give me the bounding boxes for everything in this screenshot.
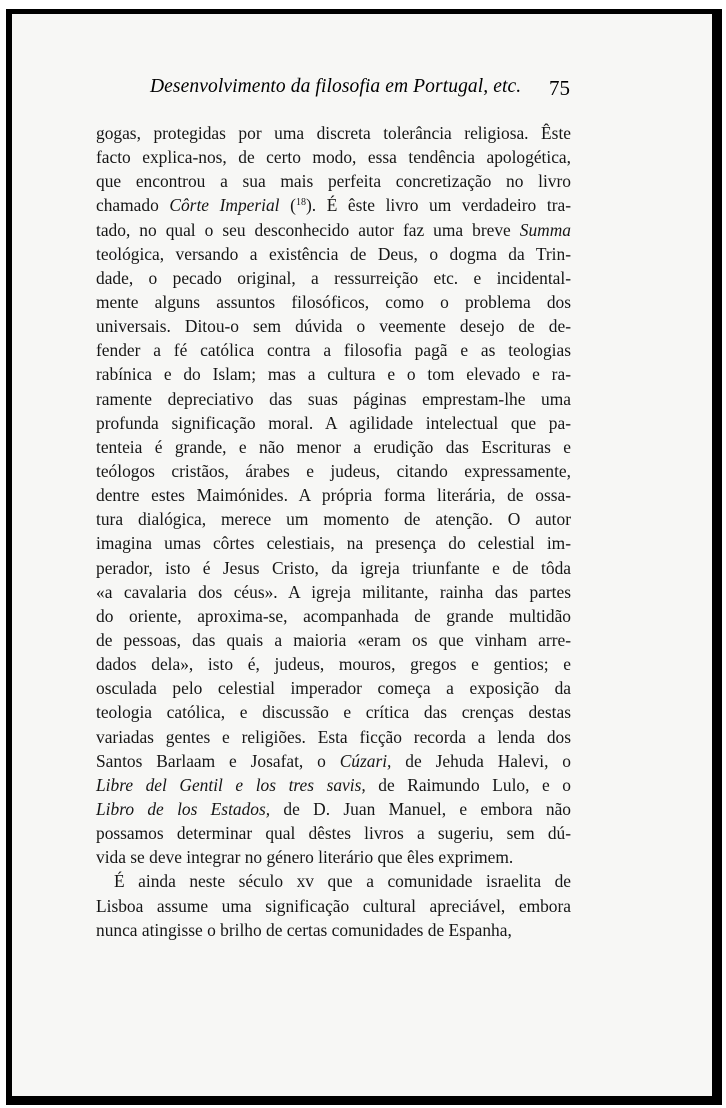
text-line bbox=[96, 242, 571, 266]
text-run: fender a fé católica contra a filosofia pagã e as teologias bbox=[96, 340, 571, 361]
text-run: variadas gentes e religiões. Esta ficção recorda a lenda dos bbox=[96, 726, 571, 747]
text-run: possamos determinar qual dêstes livros a sugeriu, sem dú- bbox=[96, 823, 571, 844]
text-run: tenteia é grande, e não menor a erudição das Escrituras e bbox=[96, 436, 571, 457]
text-run: teólogos cristãos, árabes e judeus, citando expressamente, bbox=[96, 460, 571, 481]
page-number: 75 bbox=[549, 76, 570, 100]
text-run: de Raimundo Lulo, e o bbox=[365, 774, 571, 795]
italic-title: Libro de los Estados, bbox=[96, 798, 271, 819]
text-line bbox=[96, 362, 571, 386]
text-line bbox=[96, 459, 571, 483]
text-line bbox=[96, 676, 571, 700]
text-line bbox=[96, 918, 571, 942]
text-line bbox=[96, 145, 571, 169]
text-run: Santos Barlaam e Josafat, o bbox=[96, 750, 340, 771]
text-run: universais. Ditou-o sem dúvida o veemente desejo de de- bbox=[96, 316, 571, 337]
text-run: facto explica-nos, de certo modo, essa tendência apologética, bbox=[96, 147, 571, 168]
text-run: de D. Juan Manuel, e embora não bbox=[270, 798, 571, 819]
text-run: de pessoas, das quais a maioria «eram os que vinham arre- bbox=[96, 629, 571, 650]
text-run: ( bbox=[279, 195, 296, 216]
text-line bbox=[96, 387, 571, 411]
text-run: perador, isto é Jesus Cristo, da igreja triunfante e de tôda bbox=[96, 557, 571, 578]
text-run: chamado bbox=[96, 195, 170, 216]
text-line bbox=[96, 773, 571, 797]
body-text bbox=[96, 121, 571, 942]
text-run: teologia católica, e discussão e crítica das crenças destas bbox=[96, 702, 571, 723]
text-run: É ainda neste século xv que a comunidade israelita de bbox=[114, 871, 571, 892]
text-run: Lisboa assume uma significação cultural apreciável, embora bbox=[96, 895, 571, 916]
text-run: de Jehuda Halevi, o bbox=[391, 750, 572, 771]
text-line bbox=[96, 604, 571, 628]
text-line bbox=[96, 483, 571, 507]
text-run: vida se deve integrar no género literário que êles exprimem. bbox=[96, 847, 514, 868]
text-run: «a cavalaria dos céus». A igreja militante, rainha das partes bbox=[96, 581, 571, 602]
footnote-ref: 18 bbox=[295, 197, 306, 209]
italic-title: Cúzari, bbox=[339, 750, 392, 771]
text-run: mente alguns assuntos filosóficos, como o problema dos bbox=[96, 291, 571, 312]
text-run: teológica, versando a existência de Deus, o dogma da Trin- bbox=[96, 243, 571, 264]
text-run: osculada pelo celestial imperador começa a exposição da bbox=[96, 678, 571, 699]
text-run: rabínica e do Islam; mas a cultura e o tom elevado e ra- bbox=[96, 364, 571, 385]
text-line bbox=[96, 314, 571, 338]
text-line bbox=[96, 580, 571, 604]
text-line bbox=[96, 556, 571, 580]
text-run: dentre estes Maimónides. A própria forma literária, de ossa- bbox=[96, 485, 571, 506]
text-line bbox=[96, 338, 571, 362]
text-line bbox=[96, 652, 571, 676]
italic-title: Côrte Imperial bbox=[169, 195, 280, 216]
text-line bbox=[96, 797, 571, 821]
text-run: profunda significação moral. A agilidade intelectual que pa- bbox=[96, 412, 571, 433]
text-run: dados dela», isto é, judeus, mouros, gregos e gentios; e bbox=[96, 654, 571, 675]
text-line bbox=[96, 869, 571, 893]
running-title: Desenvolvimento da filosofia em Portugal, etc. bbox=[150, 76, 522, 97]
text-line bbox=[96, 121, 571, 145]
text-line bbox=[96, 531, 571, 555]
text-line bbox=[96, 411, 571, 435]
text-line bbox=[96, 749, 571, 773]
italic-title: Summa bbox=[519, 219, 571, 240]
text-run: que encontrou a sua mais perfeita concretização no livro bbox=[96, 171, 571, 192]
text-line bbox=[96, 507, 571, 531]
text-run: nunca atingisse o brilho de certas comunidades de Espanha, bbox=[96, 919, 512, 940]
text-line bbox=[96, 218, 571, 242]
text-line bbox=[96, 894, 571, 918]
running-head bbox=[150, 76, 570, 106]
italic-title: Libre del Gentil e los tres savis, bbox=[96, 774, 366, 795]
text-line bbox=[96, 435, 571, 459]
text-line bbox=[96, 821, 571, 845]
text-run: ramente depreciativo das suas páginas emprestam-lhe uma bbox=[96, 388, 571, 409]
text-line bbox=[96, 700, 571, 724]
text-line bbox=[96, 628, 571, 652]
text-run: gogas, protegidas por uma discreta tolerância religiosa. Êste bbox=[96, 123, 571, 143]
text-line bbox=[96, 290, 571, 314]
text-line bbox=[96, 725, 571, 749]
text-run: tado, no qual o seu desconhecido autor faz uma breve bbox=[96, 219, 520, 240]
text-run: do oriente, aproxima-se, acompanhada de grande multidão bbox=[96, 605, 571, 626]
text-run: imagina umas côrtes celestiais, na presença do celestial im- bbox=[96, 533, 571, 554]
text-line bbox=[96, 193, 571, 217]
text-run: dade, o pecado original, a ressurreição etc. e incidental- bbox=[96, 267, 571, 288]
text-run: ). É êste livro um verdadeiro tra- bbox=[305, 195, 571, 216]
text-line bbox=[96, 169, 571, 193]
text-line bbox=[96, 266, 571, 290]
text-line bbox=[96, 845, 571, 869]
text-run: tura dialógica, merece um momento de atenção. O autor bbox=[96, 509, 571, 530]
